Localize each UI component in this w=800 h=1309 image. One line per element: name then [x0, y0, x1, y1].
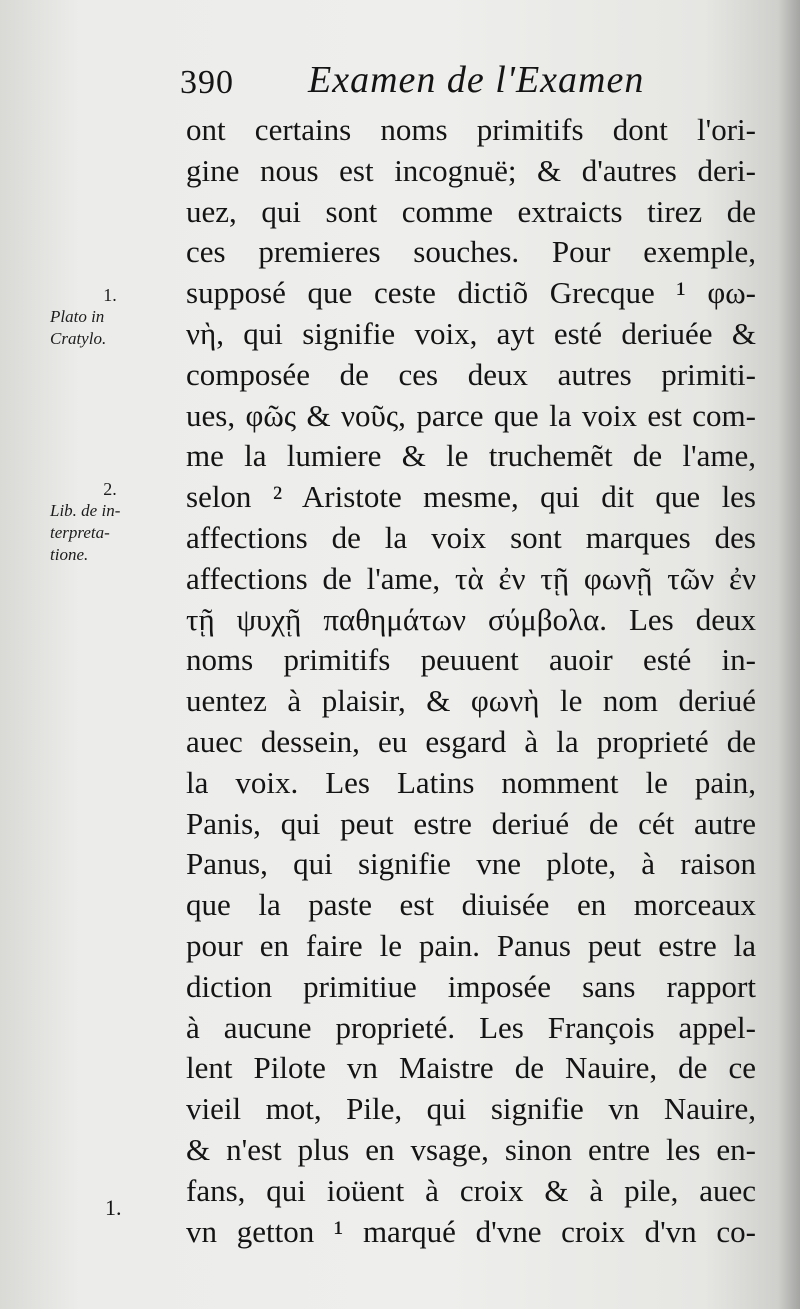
text-line: selon ² Aristote mesme, qui dit que les — [186, 479, 756, 515]
text-line: que la paste est diuisée en morceaux — [186, 887, 756, 923]
text-line: noms primitifs peuuent auoir esté in- — [186, 642, 756, 678]
text-line: τῇ ψυχῇ παθημάτων σύμβολα. Les deux — [186, 601, 756, 637]
bottom-margin-mark: 1. — [105, 1195, 122, 1220]
text-line: affections de l'ame, τὰ ἐν τῇ φωνῇ τῶν ἐν — [186, 560, 756, 596]
body-text — [186, 110, 756, 1252]
marginal-note-line: Lib. de in- — [50, 501, 121, 520]
text-line: fans, qui ioüent à croix & à pile, auec — [186, 1172, 756, 1208]
text-line: vn getton ¹ marqué d'vne croix d'vn co- — [186, 1213, 756, 1249]
text-line: uez, qui sont comme extraicts tirez de — [186, 193, 756, 229]
page-number: 390 — [180, 64, 234, 101]
page-spine-shadow — [778, 0, 800, 1309]
text-line: diction primitiue imposée sans rapport — [186, 968, 756, 1004]
text-line: vieil mot, Pile, qui signifie vn Nauire, — [186, 1091, 756, 1127]
text-line: lent Pilote vn Maistre de Nauire, de ce — [186, 1050, 756, 1086]
text-line: affections de la voix sont marques des — [186, 519, 756, 555]
marginal-note-line: Cratylo. — [50, 329, 107, 348]
running-title: Examen de l'Examen — [308, 59, 645, 101]
text-line: ces premieres souches. Pour exemple, — [186, 234, 756, 270]
page-header — [180, 54, 740, 114]
text-line: νὴ, qui signifie voix, ayt esté deriuée & — [186, 315, 756, 351]
text-line: composée de ces deux autres primiti- — [186, 356, 756, 392]
text-line: ont certains noms primitifs dont l'ori- — [186, 112, 756, 147]
text-line: auec dessein, eu esgard à la proprieté de — [186, 723, 756, 759]
text-line: gine nous est incognuë; & d'autres deri- — [186, 152, 756, 188]
text-line: la voix. Les Latins nomment le pain, — [186, 764, 756, 800]
text-line: Panis, qui peut estre deriué de cét autre — [186, 805, 756, 841]
text-line: supposé que ceste dictiõ Grecque ¹ φω- — [186, 275, 756, 311]
text-line: à aucune proprieté. Les François appel- — [186, 1009, 756, 1045]
marginal-note-number: 2. — [103, 479, 117, 499]
marginal-note-2 — [40, 478, 180, 566]
marginal-note-line: Plato in — [50, 307, 105, 326]
marginal-note-number: 1. — [103, 285, 117, 305]
text-line: ues, φῶς & νοῦς, parce que la voix est com- — [186, 397, 756, 433]
text-line: me la lumiere & le truchemẽt de l'ame, — [186, 438, 756, 474]
text-line: Panus, qui signifie vne plote, à raison — [186, 846, 756, 882]
marginal-note-1 — [40, 284, 180, 350]
marginal-note-line: terpreta- — [50, 523, 110, 542]
text-line: uentez à plaisir, & φωνὴ le nom deriué — [186, 683, 756, 719]
text-line: & n'est plus en vsage, sinon entre les en- — [186, 1131, 756, 1167]
marginal-note-line: tione. — [50, 545, 89, 564]
text-line: pour en faire le pain. Panus peut estre la — [186, 927, 756, 963]
